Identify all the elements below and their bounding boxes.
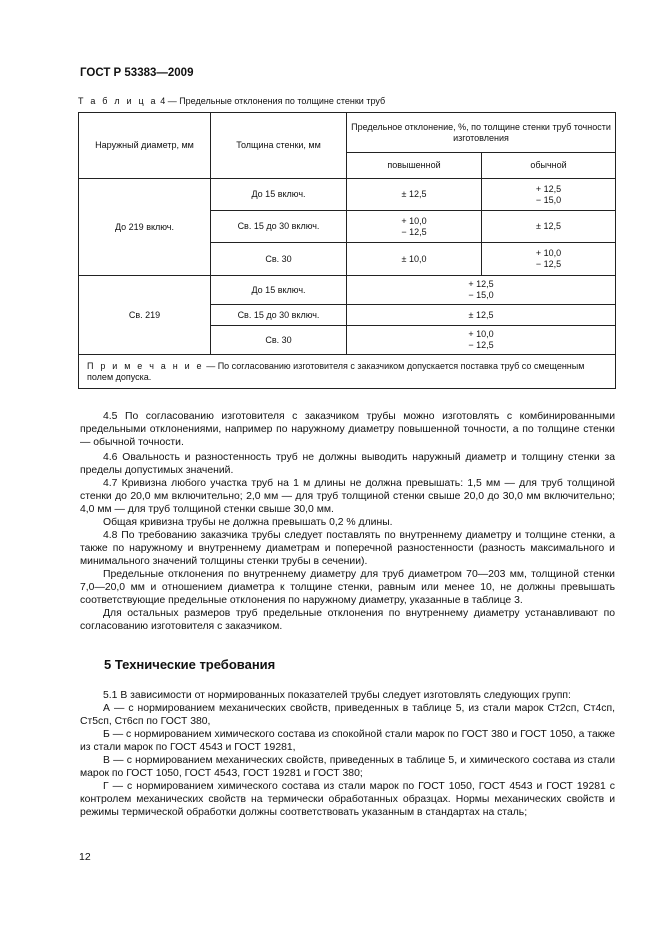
- cell-high: [347, 211, 482, 243]
- cell-normal: [482, 243, 616, 276]
- table-note-label: П р и м е ч а н и е: [87, 360, 204, 371]
- header-normal-precision: обычной: [482, 153, 616, 179]
- cell-wall: До 15 включ.: [211, 179, 347, 211]
- table-caption-label: Т а б л и ц а: [78, 96, 158, 106]
- cell-value: − 12,5: [535, 259, 562, 269]
- header-deviation-group: Предельное отклонение, %, по толщине стенки труб точности изготовления: [347, 113, 616, 153]
- paragraph-other-sizes: Для остальных размеров труб предельные отклонения по внутреннему диаметру устанавливают по согласованию изготовителя с заказчиком.: [80, 608, 615, 632]
- table-row: [79, 179, 616, 211]
- cell-value: + 12,5: [468, 279, 494, 289]
- cell-wall: До 15 включ.: [211, 276, 347, 305]
- cell-value: − 15,0: [468, 290, 494, 300]
- cell-high: [347, 179, 482, 211]
- header-wall-thickness: Толщина стенки, мм: [211, 113, 347, 179]
- paragraph-total-curvature: Общая кривизна трубы не должна превышать 0,2 % длины.: [103, 517, 393, 528]
- paragraph-5-1: 5.1 В зависимости от нормированных показателей трубы следует изготовлять следующих групп:: [103, 690, 571, 701]
- page-number: 12: [79, 851, 91, 863]
- cell-both: [347, 326, 616, 355]
- paragraph-4-7: 4.7 Кривизна любого участка труб на 1 м длины не должна превышать: 1,5 мм — для труб толщиной стенки до 20,0 мм включительно; 2,0 мм — для труб толщиной стенки свыше 20,0 до 30,0 мм включительно; 4,0 мм — для труб толщиной стенки свыше 30,0 мм.: [80, 478, 615, 515]
- cell-value: + 10,0: [535, 248, 562, 258]
- paragraph-group-a: А — с нормированием механических свойств, приведенных в таблице 5, из стали марок Ст2сп, Ст4сп, Ст5сп, Ст6сп по ГОСТ 380,: [80, 703, 615, 727]
- paragraph-group-b: Б — с нормированием химического состава из спокойной стали марок по ГОСТ 380 и ГОСТ 1050, а также из стали марок по ГОСТ 4543 и ГОСТ 19281,: [80, 729, 615, 753]
- cell-diameter: До 219 включ.: [79, 179, 211, 276]
- paragraph-4-8: 4.8 По требованию заказчика трубы следует поставлять по внутреннему диаметру и толщине стенки, а также по наружному и внутреннему диаметрам и поперечной разностенности (разность максимального и минимального значений толщины стенки трубы в сечении).: [80, 530, 615, 567]
- paragraph-4-6: 4.6 Овальность и разностенность труб не должны выводить наружный диаметр и толщину стенки за пределы допустимых значений.: [80, 452, 615, 476]
- cell-wall: Св. 30: [211, 243, 347, 276]
- cell-both: [347, 305, 616, 326]
- cell-value: + 10,0: [401, 215, 427, 226]
- page-header: ГОСТ Р 53383—2009: [80, 67, 194, 79]
- deviation-table: [78, 112, 616, 389]
- cell-value: ± 12,5: [536, 221, 561, 231]
- paragraph-4-5: 4.5 По согласованию изготовителя с заказчиком трубы можно изготовлять с комбинированными предельными отклонениями, например по наружному диаметру повышенной точности, а по толщине стенки — обычной точности.: [80, 411, 615, 448]
- cell-wall: Св. 15 до 30 включ.: [211, 305, 347, 326]
- cell-value: + 12,5: [535, 183, 562, 194]
- header-high-precision: повышенной: [347, 153, 482, 179]
- cell-value: − 15,0: [535, 194, 562, 205]
- cell-normal: [482, 211, 616, 243]
- paragraph-group-g: Г — с нормированием химического состава из стали марок по ГОСТ 1050, ГОСТ 4543 и ГОСТ 19281 с контролем механических свойств на термически обработанных образцах. Нормы механических свойств и режимы термической обработки должны соответствовать указанным в стандартах на сталь;: [80, 781, 615, 818]
- paragraph-inner-diameter: Предельные отклонения по внутреннему диаметру для труб диаметром 70—203 мм, толщиной стенки 7,0—20,0 мм и отношением диаметра к толщине стенки, равным или менее 10, не должны превышать соответствующие предельные отклонения по наружному диаметру, указанные в таблице 3.: [80, 569, 615, 606]
- cell-normal: [482, 179, 616, 211]
- cell-both: [347, 276, 616, 305]
- cell-wall: Св. 30: [211, 326, 347, 355]
- cell-value: ± 10,0: [401, 253, 427, 264]
- table-row: [79, 276, 616, 305]
- cell-diameter: Св. 219: [79, 276, 211, 355]
- table-note-text: — По согласованию изготовителя с заказчиком допускается поставка труб со смещенным полем допуска.: [87, 360, 585, 382]
- paragraph-group-v: В — с нормированием механических свойств, приведенных в таблице 5, и химического состава из стали марок по ГОСТ 1050, ГОСТ 4543, ГОСТ 19281 и ГОСТ 380;: [80, 755, 615, 779]
- cell-value: ± 12,5: [468, 309, 494, 320]
- table-note: [79, 355, 616, 389]
- table-caption-text: 4 — Предельные отклонения по толщине стенки труб: [157, 96, 386, 106]
- cell-value: − 12,5: [468, 340, 494, 350]
- cell-wall: Св. 15 до 30 включ.: [211, 211, 347, 243]
- header-outer-diameter: Наружный диаметр, мм: [79, 113, 211, 179]
- cell-value: + 10,0: [468, 329, 494, 339]
- cell-value: ± 12,5: [401, 189, 427, 199]
- cell-high: [347, 243, 482, 276]
- table-caption: [78, 96, 385, 106]
- cell-value: − 12,5: [401, 226, 427, 237]
- section-title: 5 Технические требования: [104, 657, 276, 672]
